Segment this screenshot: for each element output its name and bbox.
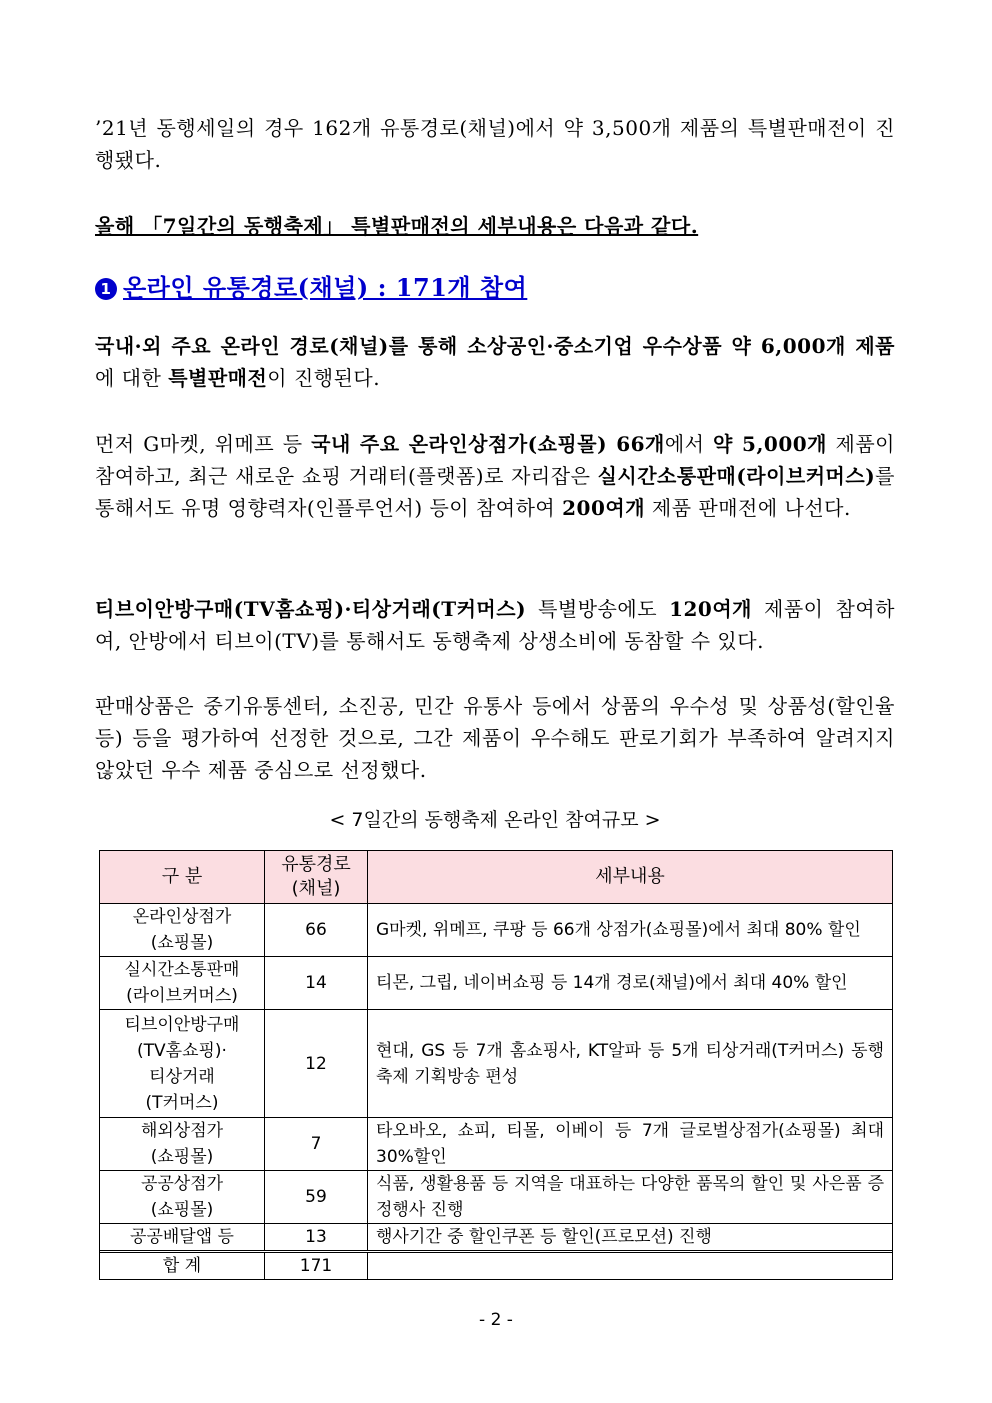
p1-text-d: 이 진행된다.	[267, 366, 381, 390]
row-detail: 타오바오, 쇼피, 티몰, 이베이 등 7개 글로벌상점가(쇼핑몰) 최대 30%할인	[368, 1118, 893, 1171]
p2-text-g: 를 통해서도 유명 영향력자(인플루언서) 등이 참여하여	[95, 464, 895, 520]
header-category: 구 분	[100, 851, 265, 904]
row-count: 14	[265, 957, 368, 1010]
row-category: 공공배달앱 등	[100, 1224, 265, 1252]
p2-text-c: 에서	[664, 432, 714, 456]
row-detail: 식품, 생활용품 등 지역을 대표하는 다양한 품목의 할인 및 사은품 증정행사 진행	[368, 1171, 893, 1224]
section-heading	[95, 270, 527, 306]
p1-bold-c: 특별판매전	[168, 366, 268, 390]
table-header-row	[100, 851, 893, 904]
p2-text-e: 제품이 참여하고, 최근 새로운 쇼핑 거래터(플랫폼)로 자리잡은	[95, 432, 895, 488]
table-row	[100, 1224, 893, 1252]
row-count: 59	[265, 1171, 368, 1224]
table-row	[100, 1118, 893, 1171]
row-category: 공공상점가 (쇼핑몰)	[100, 1171, 265, 1224]
paragraph-product-selection: 판매상품은 중기유통센터, 소진공, 민간 유통사 등에서 상품의 우수성 및 상품성(할인율 등) 등을 평가하여 선정한 것으로, 그간 제품이 우수해도 판로기회가 부족하여 알려지지 않았던 우수 제품 중심으로 선정했다.	[95, 694, 895, 782]
paragraph-online-overview	[95, 330, 895, 394]
p2-bold-d: 약 5,000개	[713, 432, 827, 456]
p3-text-d: 제품이 참여하여, 안방에서 티브이(TV)를 통해서도 동행축제 상생소비에 동참할 수 있다.	[95, 597, 895, 653]
section-title: 온라인 유통경로(채널) : 171개 참여	[123, 273, 528, 302]
row-count: 66	[265, 904, 368, 957]
total-count: 171	[265, 1252, 368, 1280]
table-row	[100, 957, 893, 1010]
row-detail: 행사기간 중 할인쿠폰 등 할인(프로모션) 진행	[368, 1224, 893, 1252]
table-total-row	[100, 1252, 893, 1280]
paragraph-domestic-malls	[95, 428, 895, 524]
total-label: 합 계	[100, 1252, 265, 1280]
row-count: 12	[265, 1010, 368, 1118]
header-detail: 세부내용	[368, 851, 893, 904]
p3-text-b: 특별방송에도	[526, 597, 670, 621]
p2-bold-h: 200여개	[562, 496, 646, 520]
table-caption: < 7일간의 동행축제 온라인 참여규모 >	[329, 809, 661, 831]
p1-bold-a: 국내·외 주요 온라인 경로(채널)를 통해 소상공인·중소기업 우수상품 약 6,000개 제품	[95, 334, 895, 358]
p1-text-b: 에 대한	[95, 366, 169, 390]
section-number-badge: 1	[95, 278, 117, 300]
row-category: 온라인상점가 (쇼핑몰)	[100, 904, 265, 957]
page-number: - 2 -	[479, 1310, 513, 1330]
p2-text-a: 먼저 G마켓, 위메프 등	[95, 432, 312, 456]
header-channel: 유통경로 (채널)	[265, 851, 368, 904]
summary-heading: 올해 「7일간의 동행축제」 특별판매전의 세부내용은 다음과 같다.	[95, 214, 699, 238]
paragraph-tv-shopping	[95, 593, 895, 657]
table-row	[100, 1010, 893, 1118]
row-category: 티브이안방구매 (TV홈쇼핑)· 티상거래 (T커머스)	[100, 1010, 265, 1118]
p3-bold-a: 티브이안방구매(TV홈쇼핑)·티상거래(T커머스)	[95, 597, 527, 621]
p2-bold-f: 실시간소통판매(라이브커머스)	[597, 464, 876, 488]
participation-table	[99, 850, 893, 1280]
row-category: 해외상점가 (쇼핑몰)	[100, 1118, 265, 1171]
intro-paragraph: ’21년 동행세일의 경우 162개 유통경로(채널)에서 약 3,500개 제품의 특별판매전이 진행됐다.	[95, 116, 895, 172]
row-category: 실시간소통판매 (라이브커머스)	[100, 957, 265, 1010]
row-count: 13	[265, 1224, 368, 1252]
row-detail: G마켓, 위메프, 쿠팡 등 66개 상점가(쇼핑몰)에서 최대 80% 할인	[368, 904, 893, 957]
table-row	[100, 1171, 893, 1224]
p2-bold-b: 국내 주요 온라인상점가(쇼핑몰) 66개	[311, 432, 665, 456]
row-count: 7	[265, 1118, 368, 1171]
p2-text-i: 제품 판매전에 나선다.	[645, 496, 851, 520]
row-detail: 현대, GS 등 7개 홈쇼핑사, KT알파 등 5개 티상거래(T커머스) 동행축제 기획방송 편성	[368, 1010, 893, 1118]
p3-bold-c: 120여개	[669, 597, 752, 621]
row-detail: 티몬, 그립, 네이버쇼핑 등 14개 경로(채널)에서 최대 40% 할인	[368, 957, 893, 1010]
total-detail	[368, 1252, 893, 1280]
table-row	[100, 904, 893, 957]
